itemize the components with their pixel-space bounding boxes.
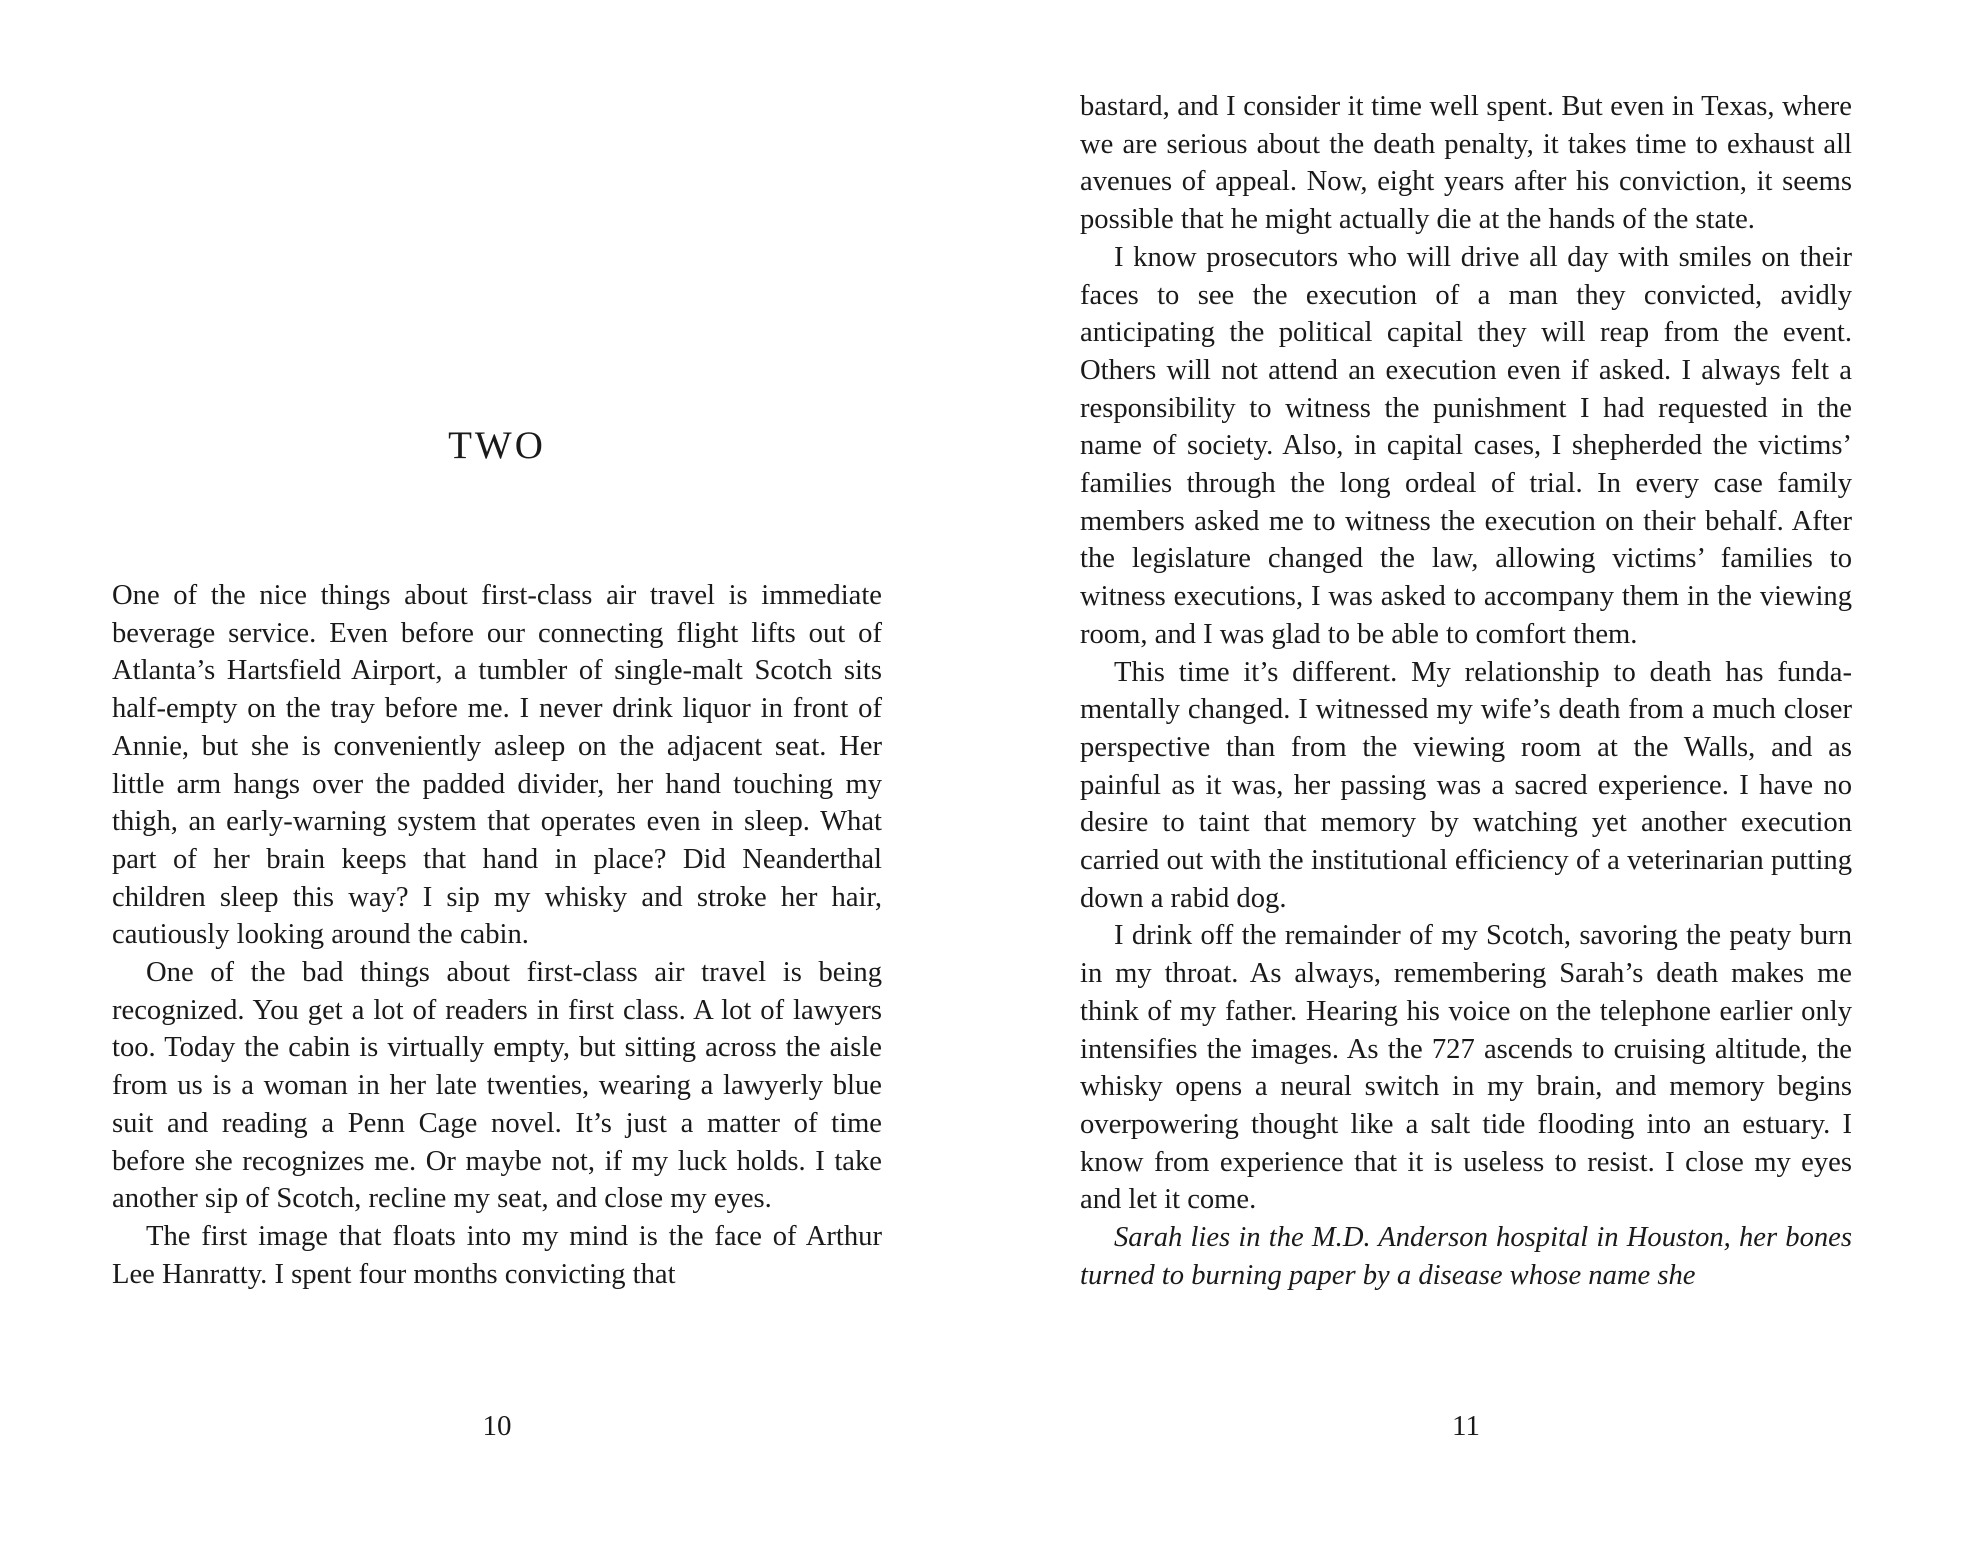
paragraph: I know prosecutors who will drive all day with smiles on their faces to see the execution of a man they convicted, avidly anticipating the political capital they will reap from the event. Others will not attend an execution even if asked. I always felt a responsibility to witness the punishment I had requested in the name of society. Also, in capital cases, I shepherded the victims’ families through the long ordeal of trial. In every case family members asked me to witness the execution on their behalf. After the legislature changed the law, allowing victims’ families to witness executions, I was asked to accompany them in the viewing room, and I was glad to be able to comfort them. [1080,241,1852,650]
paragraph: One of the bad things about first-class air travel is being recognized. You get a lot of readers in first class. A lot of lawyers too. Today the cabin is virtually empty, but sitting across the aisle from us is a woman in her late twenties, wearing a lawyerly blue suit and reading a Penn Cage novel. It’s just a matter of time before she recognizes me. Or maybe not, if my luck holds. I take another sip of Scotch, recline my seat, and close my eyes. [112,957,882,1215]
right-page-body [1080,88,1852,1295]
chapter-title: TWO [448,424,546,467]
left-page-body [112,577,882,1293]
page-number: 10 [482,1410,512,1442]
right-page [986,0,1972,1558]
page-number: 11 [1452,1410,1480,1442]
italic-paragraph: Sarah lies in the M.D. Anderson hospital in Houston, her bones turned to burning paper by a disease whose name she [1080,1222,1852,1291]
paragraph: One of the nice things about first-class air travel is immediate beverage service. Even before our connecting flight lifts out of Atlanta’s Hartsfield Airport, a tumbler of single-malt Scotch sits half-empty on the tray before me. I never drink liquor in front of Annie, but she is conveniently asleep on the adjacent seat. Her little arm hangs over the padded divider, her hand touching my thigh, an early-warning system that operates even in sleep. What part of her brain keeps that hand in place? Did Neanderthal children sleep this way? I sip my whisky and stroke her hair, cautiously looking around the cabin. [112,580,882,951]
paragraph: This time it’s different. My relationship to death has fundamentally changed. I witnessed my wife’s death from a much closer perspective than from the viewing room at the Walls, and as painful as it was, her passing was a sacred experience. I have no desire to taint that memory by watching yet another execution carried out with the institutional efficiency of a veterinarian putting down a rabid dog. [1080,656,1852,914]
paragraph: bastard, and I consider it time well spent. But even in Texas, where we are serious about the death penalty, it takes time to exhaust all avenues of appeal. Now, eight years after his conviction, it seems possible that he might actually die at the hands of the state. [1080,91,1852,236]
paragraph: The first image that floats into my mind is the face of Arthur Lee Hanratty. I spent four months convicting that [112,1220,882,1290]
paragraph: I drink off the remainder of my Scotch, savoring the peaty burn in my throat. As always, remembering Sarah’s death makes me think of my father. Hearing his voice on the telephone earlier only intensifies the images. As the 727 ascends to cruising altitude, the whisky opens a neural switch in my brain, and memory begins overpowering thought like a salt tide flooding into an estuary. I know from experience that it is useless to resist. I close my eyes and let it come. [1080,920,1852,1216]
